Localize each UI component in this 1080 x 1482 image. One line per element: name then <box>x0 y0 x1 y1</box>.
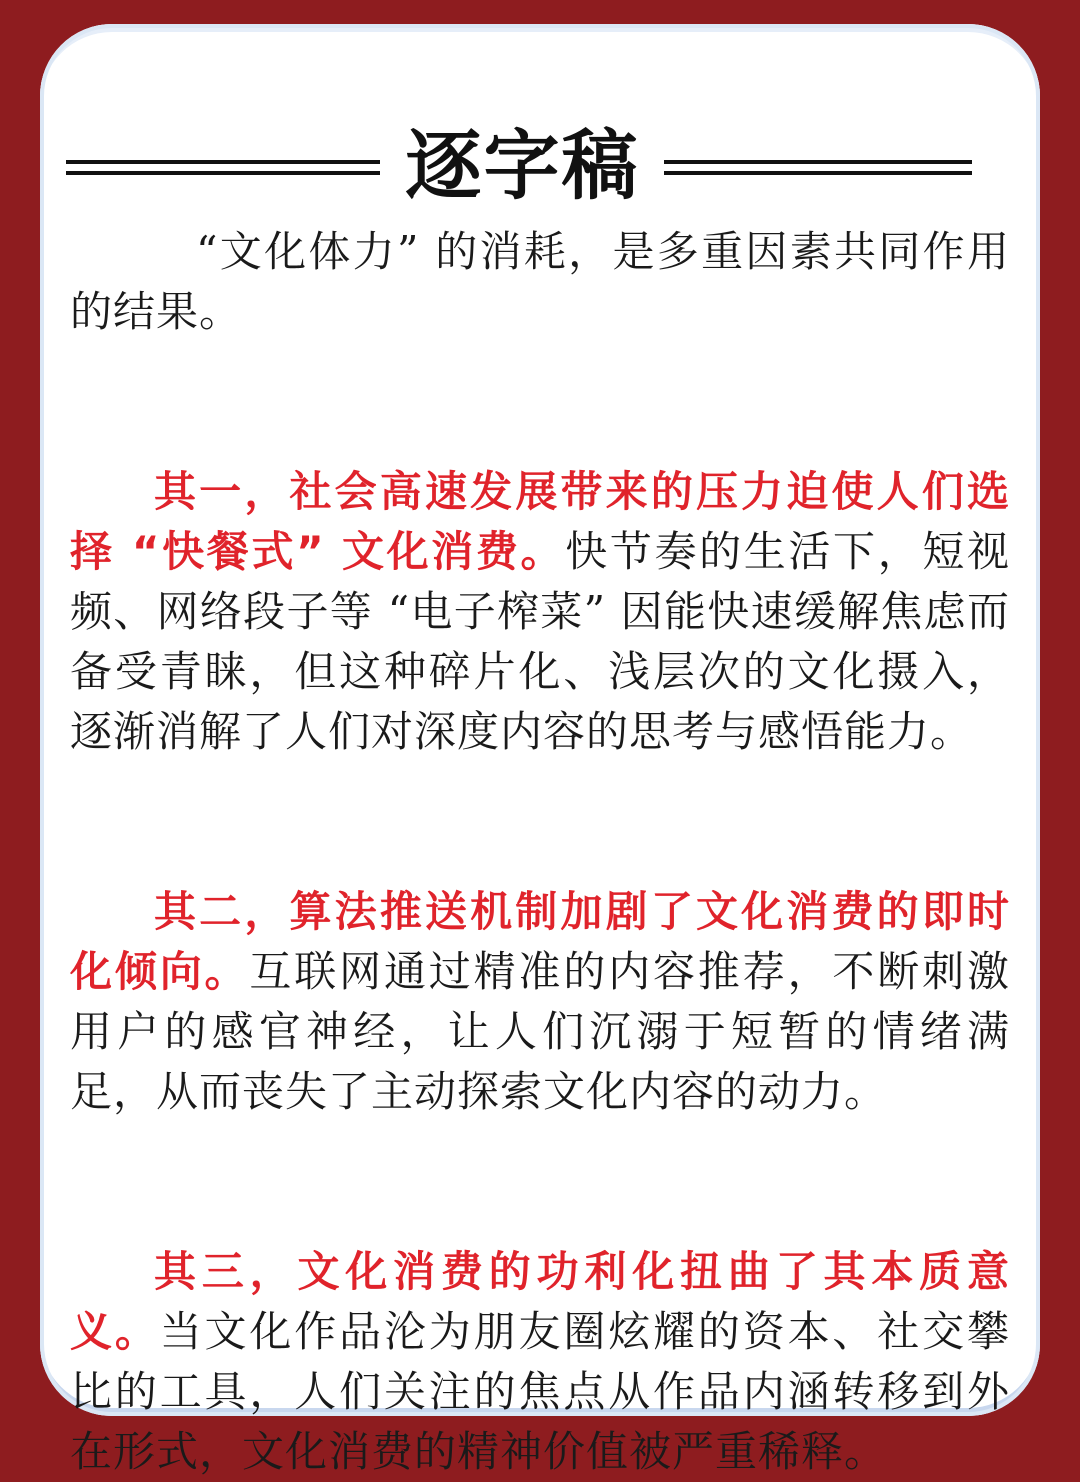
title-rule-right <box>664 160 972 178</box>
title-row <box>40 116 1040 226</box>
paragraph-point-3 <box>70 1242 1010 1482</box>
paragraph-text: “文化体力” 的消耗，是多重因素共同作用的结果。 <box>70 227 1010 336</box>
paragraph-intro <box>70 222 1010 342</box>
content-card <box>40 24 1040 1476</box>
paragraph-highlight: 其三，文化消费的功利化扭曲了其本质意义。 <box>70 1247 1010 1356</box>
title-rule-left <box>66 160 380 178</box>
article-body <box>70 222 1010 1482</box>
paragraph-text: 当文化作品沦为朋友圈炫耀的资本、社交攀比的工具，人们关注的焦点从作品内涵转移到外在形式，文化消费的精神价值被严重稀释。 <box>70 1307 1010 1476</box>
paragraph-text: 互联网通过精准的内容推荐，不断刺激用户的感官神经，让人们沉溺于短暂的情绪满足，从而丧失了主动探索文化内容的动力。 <box>70 947 1010 1116</box>
paragraph-point-2 <box>70 882 1010 1122</box>
paragraph-highlight: 其二，算法推送机制加剧了文化消费的即时化倾向。 <box>70 887 1010 996</box>
paragraph-text: 快节奏的生活下，短视频、网络段子等 “电子榨菜” 因能快速缓解焦虑而备受青睐，但这种碎片化、浅层次的文化摄入，逐渐消解了人们对深度内容的思考与感悟能力。 <box>70 527 1010 756</box>
paragraph-highlight: 其一，社会高速发展带来的压力迫使人们选择 “快餐式” 文化消费。 <box>70 467 1010 576</box>
page-title: 逐字稿 <box>405 121 640 210</box>
paragraph-point-1 <box>70 462 1010 762</box>
